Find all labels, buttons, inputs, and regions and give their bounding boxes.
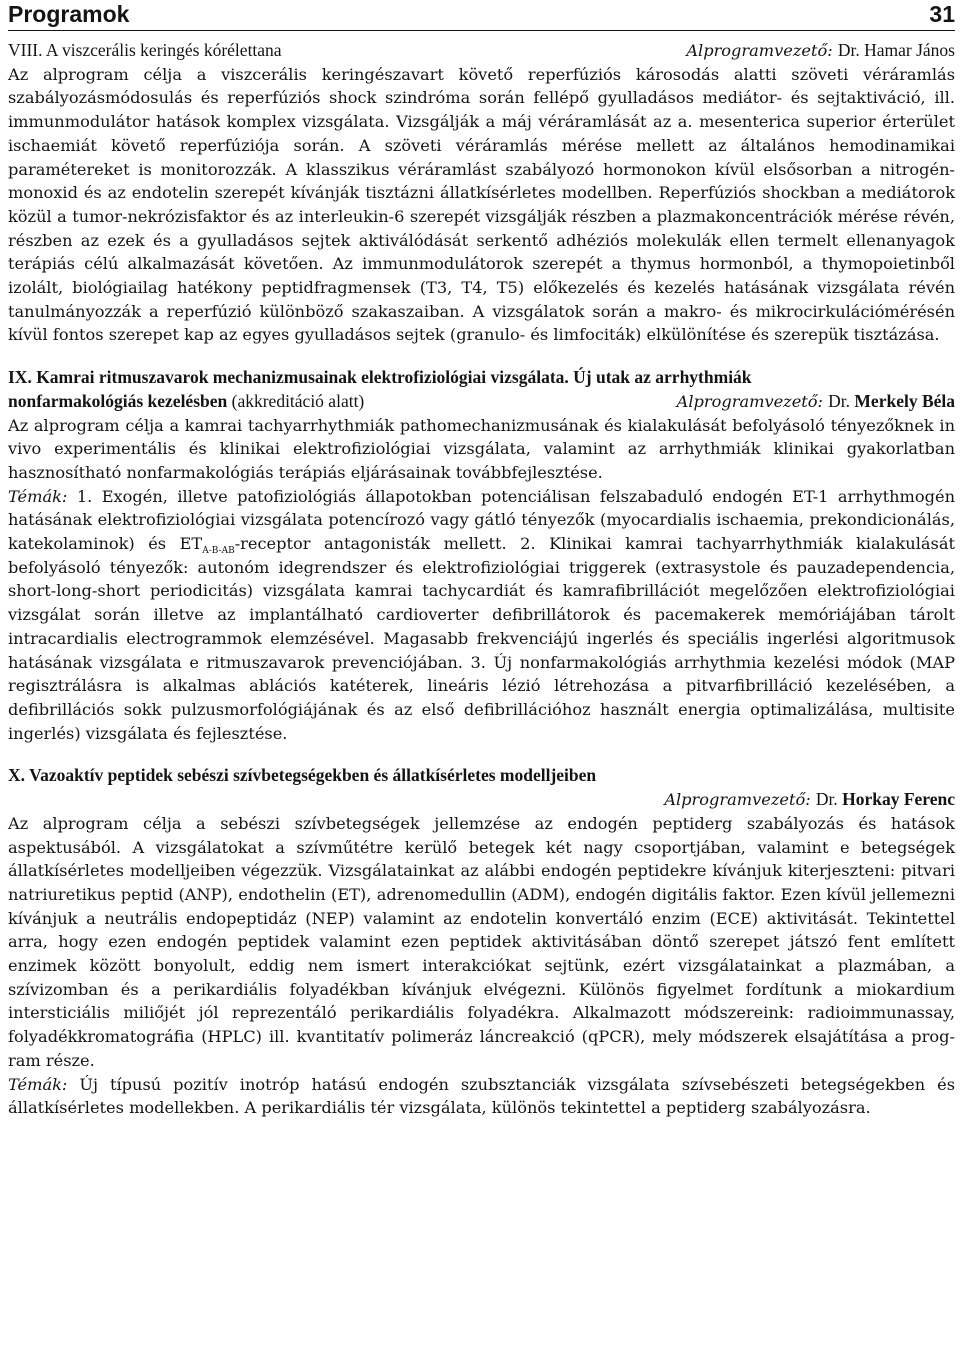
section-ix-body: Az alprogram célja a kamrai tachyarrhythmiák pathomechanizmusának és kialakulását befolyásoló tényezőknek in vivo experimentális és klinikai elektrofiziológiai vizsgálata, valamint az arrhythmiák klinikai gyakorlatban hasznosítható nonfarmakológiás terápiás eljárásainak továbbfejlesztése. — [8, 415, 955, 482]
section-ix-title — [8, 366, 955, 390]
section-x — [8, 764, 955, 1120]
leader-prefix: Dr. — [815, 789, 843, 810]
section-viii — [8, 39, 955, 347]
leader-label: Alprogramvezető: — [676, 391, 823, 411]
leader-label: Alprogramvezető: — [686, 41, 833, 60]
section-x-title — [8, 764, 955, 788]
leader-label: Alprogramvezető: — [664, 790, 811, 810]
page-number: 31 — [929, 1, 955, 27]
document-page — [8, 0, 955, 1120]
section-ix-leader — [677, 390, 955, 414]
section-ix — [8, 366, 955, 745]
topics-label: Témák: — [8, 486, 68, 506]
topics-text-b: -receptor antagonisták mellett. 2. Klinikai kamrai tachyarrhythmiák kialakulását befolyásoló tényezők: autonóm idegrendszer és elektrofiziológiai triggerek (extrasystole és pauzadependencia, short-long-short periodicitás) vizsgálata kamrai tachycardiát és kamrafibrillációt megelőzően elektrofiziológiai vizsgálat során illetve az implantálható cardioverter defibrillátorok és pacemakerek memóriájában tárolt intracardialis electrogrammok elemzésével. Magasabb frekvenciájú ingerlés és speciális ingerlési algoritmusok hatásának vizsgálata e ritmuszavarok prevenciójában. 3. Új nonfarmakológiás arrhythmia kezelési módok (MAP regisztrálásra is alkalmas ablációs katéterek, lineáris lézió létrehozása a pitvarfibrilláció kezelésében, a defibrillációs sokk pulzusmorfológiájának és az első defibrillációhoz használt energia optimalizálása, multisite ingerlés) vizsgálata és fejlesztése. — [8, 534, 955, 743]
section-ix-title-bold-tail: nonfarmakológiás kezelésben — [8, 390, 228, 411]
leader-name: Merkely Béla — [854, 390, 955, 411]
accreditation-note: (akkreditáció alatt) — [227, 390, 365, 411]
section-x-leader — [8, 788, 955, 812]
section-viii-title: VIII. A viszcerális keringés kórélettana — [8, 40, 282, 60]
section-viii-leader — [686, 39, 955, 63]
leader-prefix: Dr. — [828, 390, 855, 411]
topics-text: Új típusú pozitív inotróp hatású endogén szubsztanciák vizsgálata szívsebészeti betegségekben és állatkísérletes modellekben. A perikardiális tér vizsgálata, különös tekintettel a peptiderg szabályozásra. — [8, 1074, 955, 1118]
section-ix-heading-row — [8, 390, 955, 414]
section-viii-heading-row — [8, 39, 955, 63]
section-ix-topics — [8, 485, 955, 746]
header-title: Programok — [8, 1, 130, 27]
leader-name: Horkay Ferenc — [842, 789, 955, 810]
section-x-topics — [8, 1073, 955, 1120]
topics-text-a: 1. Exogén, illetve patofiziológiás állapotokban potenciálisan felszabaduló endogén ET-1 arrhythmogén hatásának elektrofiziológiai vizsgálata potencírozó vagy gátló tényezők (myocardialis ischaemia, prekondicionálás, katekolaminok) és ET — [8, 486, 955, 554]
section-ix-title-line2 — [8, 390, 364, 414]
leader-name: Dr. Hamar János — [837, 40, 955, 60]
section-x-title-text: X. Vazoaktív peptidek sebészi szívbetegségekben és állatkísérletes modelljeiben — [8, 765, 597, 786]
section-x-body: Az alprogram célja a sebészi szívbetegségek jellemzése az endogén peptiderg szabályozás és hatások aspektusából. A vizsgálatokat a szívműtétre kerülő betegek két nagy csoportjában, valamint e betegségek állatkísérletes modelljeiben végezzük. Vizsgálatainkat az alábbi endogén peptidekre kívánjuk kiterjeszteni: pitvari natriuretikus peptid (ANP), endothelin (ET), adrenomedullin (ADM), endogén digitális faktor. Ezen kívül jellemezni kívánjuk a neutrális endopeptidáz (NEP) valamint az endotelin konvertáló enzim (ECE) aktivitását. Tekintettel arra, hogy ezen endogén peptidek valamint ezen peptidek aktivitásában döntő szerepet játszó fent említett enzimek között bonyolult, eddig nem ismert interakciókat sejtünk, ezért vizsgálatainkat a plazmában, a szívizomban és a perikardiális folyadékban kívánjuk elvégezni. Különös figyelmet fordítunk a miokardium intersticiális miliőjét jól reprezentáló perikardiális folyadékra. Alkalmazott módszereink: radioimmunassay, folyadékkromatográfia (HPLC) ill. kvantitatív polimeráz láncreakció (qPCR), mely módszerek elsajátítása a program része. — [8, 813, 955, 1070]
receptor-subscript: A-B-AB — [202, 546, 235, 557]
section-ix-title-line1: IX. Kamrai ritmuszavarok mechanizmusainak elektrofiziológiai vizsgálata. Új utak az arrhythmiák — [8, 367, 752, 388]
topics-label: Témák: — [8, 1074, 68, 1094]
page-header — [8, 0, 955, 31]
section-viii-body: Az alprogram célja a viszcerális keringészavart követő reperfúziós károsodás alatti szöveti véráramlás szabályozásmódosulás és reperfúziós shock szindróma során fellépő gyulladásos mediátor- és sejtaktiváció, ill. immunmodulátor hatások komplex vizsgálata. Vizsgálják a máj véráramlását az a. mesenterica superior érterület ischaemiát követő reperfúziója során. A szöveti véráramlás mérése mellett az általános hemodinamikai paramétereket is monitorozzák. A klasszikus véráramlást szabályozó hormonokon kívül elsősorban a nitrogén-monoxid és az endotelin szerepét kívánják tisztázni állatkísérletes modellben. Reperfúziós shockban a mediátorok közül a tumor-nekrózisfaktor és az interleukin-6 szerepét vizsgálják részben a plazmakoncentrációk mérése révén, részben az ezek és a gyulladásos sejtek aktiválódását serkentő adhéziós molekulák ellen termelt ellenanyagok terápiás célú alkalmazását követően. Az immunmodulátorok szerepét a thymus hormonból, a thymopoietinből izolált, biológiailag hatékony peptidfragmensek (T3, T4, T5) előkezelés és kezelés hatásának vizsgálata révén tanulmányozzák a reperfúzió különböző szakaszaiban. A vizsgálatok során a makro- és mikrocirkulációmérésén kívül fontos szerepet kap az egyes gyulladásos sejtek (granulo- és limfociták) elkülönítése és szerepük tisztázása. — [8, 64, 955, 345]
